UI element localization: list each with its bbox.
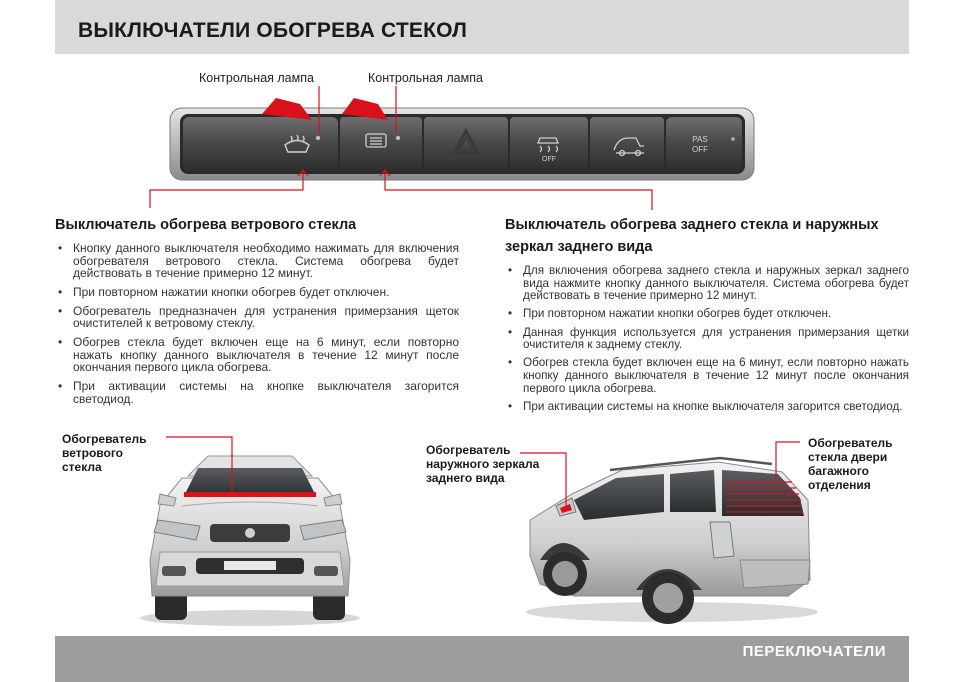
front-section-title: Выключатель обогрева ветрового стекла [55,217,357,233]
footer-section-name: ПЕРЕКЛЮЧАТЕЛИ [742,643,886,660]
mirror-heater-callout: Обогреватель наружного зеркала заднего вида [426,443,540,485]
list-item: • При повторном нажатии кнопки обогрев будет отключен. [505,308,909,321]
indicator-led-front [316,136,320,140]
windshield-heater-strip [184,492,316,497]
hill-descent-button[interactable] [590,117,664,171]
windshield-heater-button[interactable] [183,117,338,171]
rear-car-illustration [526,458,818,624]
list-item: • Обогрев стекла будет включен еще на 6 минут, если повторно нажать кнопку данного выключателя в течение 12 минут после окончания первого цикла обогрева. [505,357,909,395]
indicator-lamp-label-rear: Контрольная лампа [368,71,483,85]
indicator-lamp-label-front: Контрольная лампа [199,71,314,85]
pas-label-line2: OFF [692,145,708,154]
front-section-bullets [55,242,459,411]
page-title: ВЫКЛЮЧАТЕЛИ ОБОГРЕВА СТЕКОЛ [78,19,468,42]
list-item: • Кнопку данного выключателя необходимо нажимать для включения обогревателя ветрового стекла. Система обогрева будет действовать в течение примерно 12 минут. [55,242,459,280]
list-item: • При активации системы на кнопке выключателя загорится светодиод. [505,401,909,414]
list-item: • Данная функция используется для устранения примерзания щетки очистителя к заднему стеклу. [505,327,909,352]
list-item: • При повторном нажатии кнопки обогрев будет отключен. [55,286,459,299]
list-item: • Для включения обогрева заднего стекла и наружных зеркал заднего вида нажмите кнопку данного выключателя. Система обогрева будет действовать в течение примерно 12 минут. [505,265,909,303]
windshield-heater-callout: Обогреватель ветрового стекла [62,432,147,474]
pas-off-button[interactable] [666,117,742,171]
pas-label-line1: PAS [692,135,708,144]
pas-indicator-led [731,137,735,141]
esp-off-text: OFF [542,156,556,163]
indicator-led-rear [396,136,400,140]
list-item: • Обогреватель предназначен для устранения примерзания щеток очистителей к ветровому стеклу. [55,305,459,330]
list-item: • Обогрев стекла будет включен еще на 6 минут, если повторно нажать кнопку данного выключателя в течение 12 минут после окончания первого цикла обогрева. [55,336,459,374]
switch-panel [170,108,754,180]
rear-section-title-line2: зеркал заднего вида [505,239,653,255]
hazard-button[interactable] [424,117,508,171]
front-car-illustration [140,456,360,626]
rear-section-title-line1: Выключатель обогрева заднего стекла и наружных [505,217,879,233]
list-item: • При активации системы на кнопке выключателя загорится светодиод. [55,380,459,405]
rear-glass-heater-callout: Обогреватель стекла двери багажного отделения [808,436,893,492]
rear-section-bullets [505,265,909,419]
